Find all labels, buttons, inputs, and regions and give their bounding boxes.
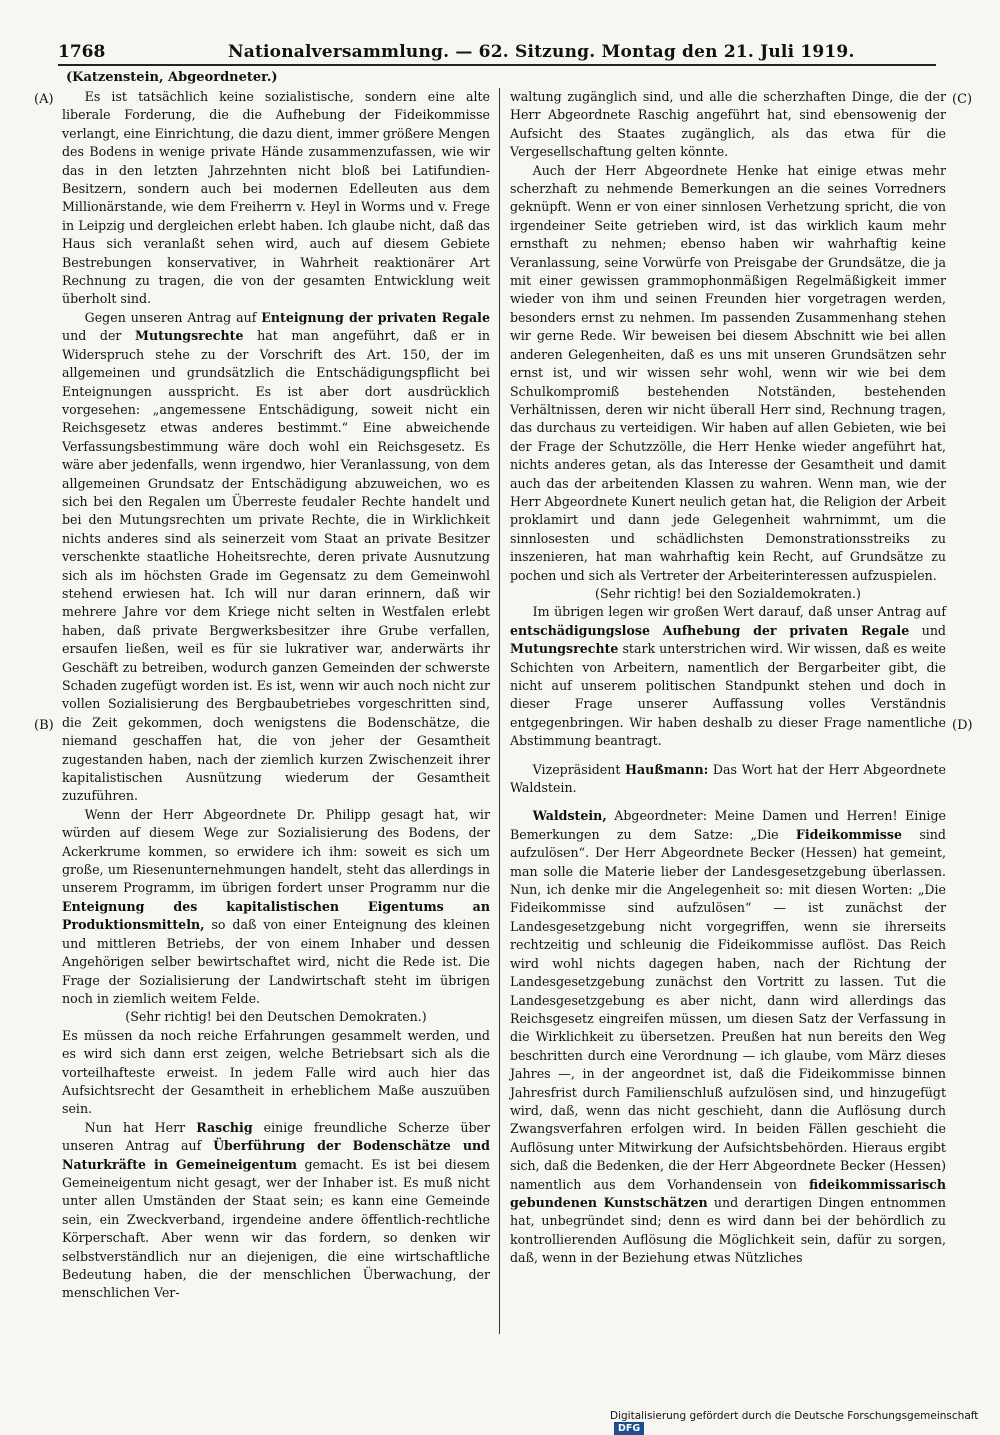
emphasis: Mutungsrechte bbox=[135, 328, 244, 344]
emphasis: Enteignung der privaten Regale bbox=[261, 309, 490, 325]
emphasis: Raschig bbox=[196, 1119, 253, 1135]
header-rule bbox=[58, 64, 936, 66]
paragraph: Es ist tatsächlich keine sozialistische, sondern eine alte liberale Forderung, die die Aufhebung der Fideikommisse verlangt, eine Einrichtung, die dazu dient, immer größere Mengen des Bodens in wenige private Hände zusammenzufassen, wie wir das in den letzten Jahrzehnten nicht bloß bei Latifundien-Besitzern, sondern auch bei modernen Edelleuten aus dem Millionärstande, wie dem Freiherrn v. Heyl in Worms und v. Frege in Leipzig und dergleichen erlebt haben. Ich glaube nicht, daß das Haus sich veranlaßt sehen wird, auch auf diesem Gebiete Bestrebungen konservativer, in Wahrheit reaktionärer Art Rechnung zu tragen, die von der gesamten Entwicklung weit überholt sind. bbox=[62, 89, 490, 307]
footer-credit bbox=[610, 1410, 1000, 1435]
paragraph: Wenn der Herr Abgeordnete Dr. Philipp gesagt hat, wir würden auf diesem Wege zur Sozialisierung des Bodens, der Ackerkrume kommen, so erwidere ich ihm: soweit es sich um große, um Riesenunternehmungen handelt, steht das allerdings in unserem Programm, im übrigen fordert unser Programm nur die Enteignung des kapitalistischen Eigentums an Produktionsmitteln, so daß von einer Enteignung des kleinen und mittleren Betriebs, der von einem Inhaber und dessen Angehörigen selber bewirtschaftet wird, nicht die Rede ist. Die Frage der Sozialisierung der Landwirtschaft steht im übrigen noch in ziemlich weitem Felde. bbox=[62, 806, 490, 1006]
paragraph: Auch der Herr Abgeordnete Henke hat einige etwas mehr scherzhaft zu nehmende Bemerkungen an die seines Vorredners geknüpft. Wenn er von einer sinnlosen Verhetzung spricht, die von irgendeiner Seite getrieben wird, ist das wirklich kaum mehr ernsthaft zu nehmen; ebenso haben wir wahrhaftig keine Veranlassung, seine Vorwürfe von Preisgabe der Grundsätze, die ja mit einer gewissen grammophonmäßigen Regelmäßigkeit immer wieder von ihm und seinen Freunden hier vorgetragen werden, besonders ernst zu nehmen. Im passenden Zusammenhang stehen wir gerne Rede. Wir beweisen bei diesem Abschnitt wie bei allen anderen Gelegenheiten, daß es uns mit unseren Grundsätzen sehr ernst ist, und wir wissen sehr wohl, wenn wir wie bei dem Schulkompromiß bestehenden Notständen, bestehenden Verhältnissen, deren wir nicht überall Herr sind, Rechnung tragen, das durchaus zu verteidigen. Wir haben auf allen Gebieten, wie bei der Frage der Schutzzölle, die Herr Henke wieder angeführt hat, nichts anderes getan, als das Interesse der Gesamtheit und damit auch das der arbeitenden Klassen zu wahren. Wenn man, wie der Herr Abgeordnete Kunert neulich getan hat, die Religion der Arbeit proklamirt und dann jede Gelegenheit wahrnimmt, um die sinnlosesten und schädlichsten Demonstrationsstreiks zu inszenieren, hat man wahrhaftig kein Recht, auf Grundsätze zu pochen und sich als Vertreter der Arbeiterinteressen aufzuspielen. bbox=[510, 162, 946, 583]
paragraph: waltung zugänglich sind, und alle die scherzhaften Dinge, die der Herr Abgeordnete Raschig angeführt hat, sind ebensowenig der Aufsicht des Staates zugänglich, als das etwa für die Vergesellschaftung gelten könnte. bbox=[510, 89, 946, 160]
margin-mark-a: (A) bbox=[34, 92, 54, 107]
margin-mark-c: (C) bbox=[952, 92, 973, 107]
emphasis: entschädigungslose Aufhebung der privaten Regale bbox=[510, 622, 910, 638]
paragraph: Vizepräsident Haußmann: Das Wort hat der Herr Abgeordnete Waldstein. bbox=[510, 761, 946, 796]
dfg-logo: DFG bbox=[614, 1422, 644, 1435]
interjection: (Sehr richtig! bei den Deutschen Demokraten.) bbox=[125, 1009, 427, 1025]
page-number: 1768 bbox=[58, 42, 106, 62]
emphasis: Fideikommisse bbox=[795, 826, 903, 842]
right-column bbox=[510, 88, 946, 1268]
paragraph: Waldstein, Abgeordneter: Meine Damen und Herren! Einige Bemerkungen zu dem Satze: „Die Fideikommisse sind aufzulösen“. Der Herr Abgeordnete Becker (Hessen) hat gemeint, man solle die Materie lieber der Landesgesetzgebung überlassen. Nun, ich denke mir die Angelegenheit so: mit diesen Worten: „Die Fideikommisse sind aufzulösen“ — ist zunächst der Landesgesetzgebung nicht vorgegriffen, wenn sie ihrerseits rechtzeitig und schleunig die Fideikommisse auflöst. Das Reich wird wohl nichts dagegen haben, nach der Richtung der Landesgesetzgebung zunächst den Vortritt zu lassen. Tut die Landesgesetzgebung es aber nicht, dann wird allerdings das Reichsgesetz eingreifen müssen, um diesen Satz der Verfassung in die Wirklichkeit zu übersetzen. Preußen hat nun bereits den Weg beschritten durch eine Verordnung — ich glaube, vom März dieses Jahres —, in der angeordnet ist, daß die Fideikommisse binnen Jahresfrist durch Familienschluß aufzulösen sind, und hinzugefügt wird, daß, wenn das nicht geschieht, dann die Auflösung durch Zwangsverfahren erfolgen wird. In beiden Fällen geschieht die Auflösung unter Mitwirkung der Aufsichtsbehörden. Hieraus ergibt sich, daß die Bedenken, die der Herr Abgeordnete Becker (Hessen) namentlich aus dem Vorhandensein von fideikommissarisch gebundenen Kunstschätzen und derartigen Dingen entnommen hat, unbegründet sind; denn es wird dann bei der behördlich zu kontrollierenden Auflösung die Möglichkeit sein, dafür zu sorgen, daß, wenn in der Beziehung etwas Nützliches bbox=[510, 808, 946, 1266]
emphasis: Enteignung des kapitalistischen Eigentums an Produktionsmitteln, bbox=[62, 898, 490, 933]
page-title: Nationalversammlung. — 62. Sitzung. Montag den 21. Juli 1919. bbox=[228, 42, 855, 62]
margin-mark-d: (D) bbox=[952, 718, 973, 733]
emphasis: Mutungsrechte bbox=[510, 641, 619, 657]
interjection: (Sehr richtig! bei den Sozialdemokraten.) bbox=[595, 585, 861, 601]
speaker-name: Waldstein, bbox=[532, 808, 607, 824]
emphasis: Überführung der Bodenschätze und Naturkräfte in Gemeineigentum bbox=[62, 1138, 490, 1172]
speaker-name: Haußmann: bbox=[625, 761, 709, 777]
speaker-tag: (Katzenstein, Abgeordneter.) bbox=[66, 70, 278, 85]
paragraph: Nun hat Herr Raschig einige freundliche Scherze über unseren Antrag auf Überführung der Bodenschätze und Naturkräfte in Gemeineigentum gemacht. Es ist bei diesem Gemeineigentum nicht gesagt, wer der Inhaber ist. Es muß nicht unter allen Umständen der Staat sein; es kann eine Gemeinde sein, ein Zweckverband, irgendeine andere öffentlich-rechtliche Körperschaft. Aber wenn wir das fordern, so denken wir selbstverständlich nur an diejenigen, die eine wirtschaftliche Bedeutung haben, die der menschlichen Überwachung, der menschlichen Ver- bbox=[62, 1119, 491, 1301]
paragraph: Im übrigen legen wir großen Wert darauf, daß unser Antrag auf entschädigungslose Aufhebung der privaten Regale und Mutungsrechte stark unterstrichen wird. Wir wissen, daß es weite Schichten von Arbeitern, namentlich der Bergarbeiter gibt, die nicht auf unserem politischen Standpunkt stehen und doch in dieser Frage unserer Auffassung volles Verständnis entgegenbringen. Wir haben deshalb zu dieser Frage namentliche Abstimmung beantragt. bbox=[510, 604, 946, 749]
margin-mark-b: (B) bbox=[34, 718, 54, 733]
footer-text: Digitalisierung gefördert durch die Deutsche Forschungsgemeinschaft bbox=[610, 1410, 979, 1422]
column-divider bbox=[499, 88, 500, 1334]
paragraph: Es müssen da noch reiche Erfahrungen gesammelt werden, und es wird sich dann erst zeigen, welche Betriebsart sich als die vorteilhafteste erweist. In jedem Falle wird auch hier das Aufsichtsrecht der Gesamtheit in erheblichem Maße auszuüben sein. bbox=[62, 1027, 490, 1117]
paragraph: Gegen unseren Antrag auf Enteignung der privaten Regale und der Mutungsrechte hat man angeführt, daß er in Widerspruch stehe zu der Vorschrift des Art. 150, der im allgemeinen und grundsätzlich die Entschädigungspflicht bei Enteignungen ausspricht. Es ist aber dort ausdrücklich vorgesehen: „angemessene Entschädigung, soweit nicht ein Reichsgesetz etwas anderes bestimmt.“ Eine abweichende Verfassungsbestimmung wäre doch wohl ein Reichsgesetz. Es wäre aber jedenfalls, wenn irgendwo, hier Veranlassung, von dem allgemeinen Grundsatz der Entschädigung abzuweichen, wo es sich bei den Regalen um Überreste feudaler Rechte handelt und bei den Mutungsrechten um private Rechte, die in Wirklichkeit nichts anderes sind als seinerzeit vom Staat an private Besitzer verschenkte staatliche Hoheitsrechte, deren private Ausnutzung sich als im höchsten Grade im Gegensatz zu dem Gemeinwohl stehend erwiesen hat. Ich will nur daran erinnern, daß wir mehrere Jahre vor dem Kriege nicht selten in Westfalen erlebt haben, daß private Bergwerksbesitzer ihre Grube verfallen, ersaufen ließen, weil es für sie lukrativer war, anderwärts ihr Geschäft zu betreiben, wodurch ganzen Gemeinden der schwerste Schaden zugefügt worden ist. Es ist, wenn wir auch noch nicht zur vollen Sozialisierung des Bergbaubetriebes vorgeschritten sind, die Zeit gekommen, doch wenigstens die Bodenschätze, die niemand geschaffen hat, die von jeher der Gesamtheit zugestanden haben, nach der ziemlich kurzen Zwischenzeit ihrer kapitalistischen Ausnützung wiederum der Gesamtheit zuzuführen. bbox=[62, 309, 490, 804]
left-column bbox=[62, 88, 490, 1303]
emphasis: fideikommissarisch gebundenen Kunstschätzen bbox=[510, 1176, 946, 1210]
